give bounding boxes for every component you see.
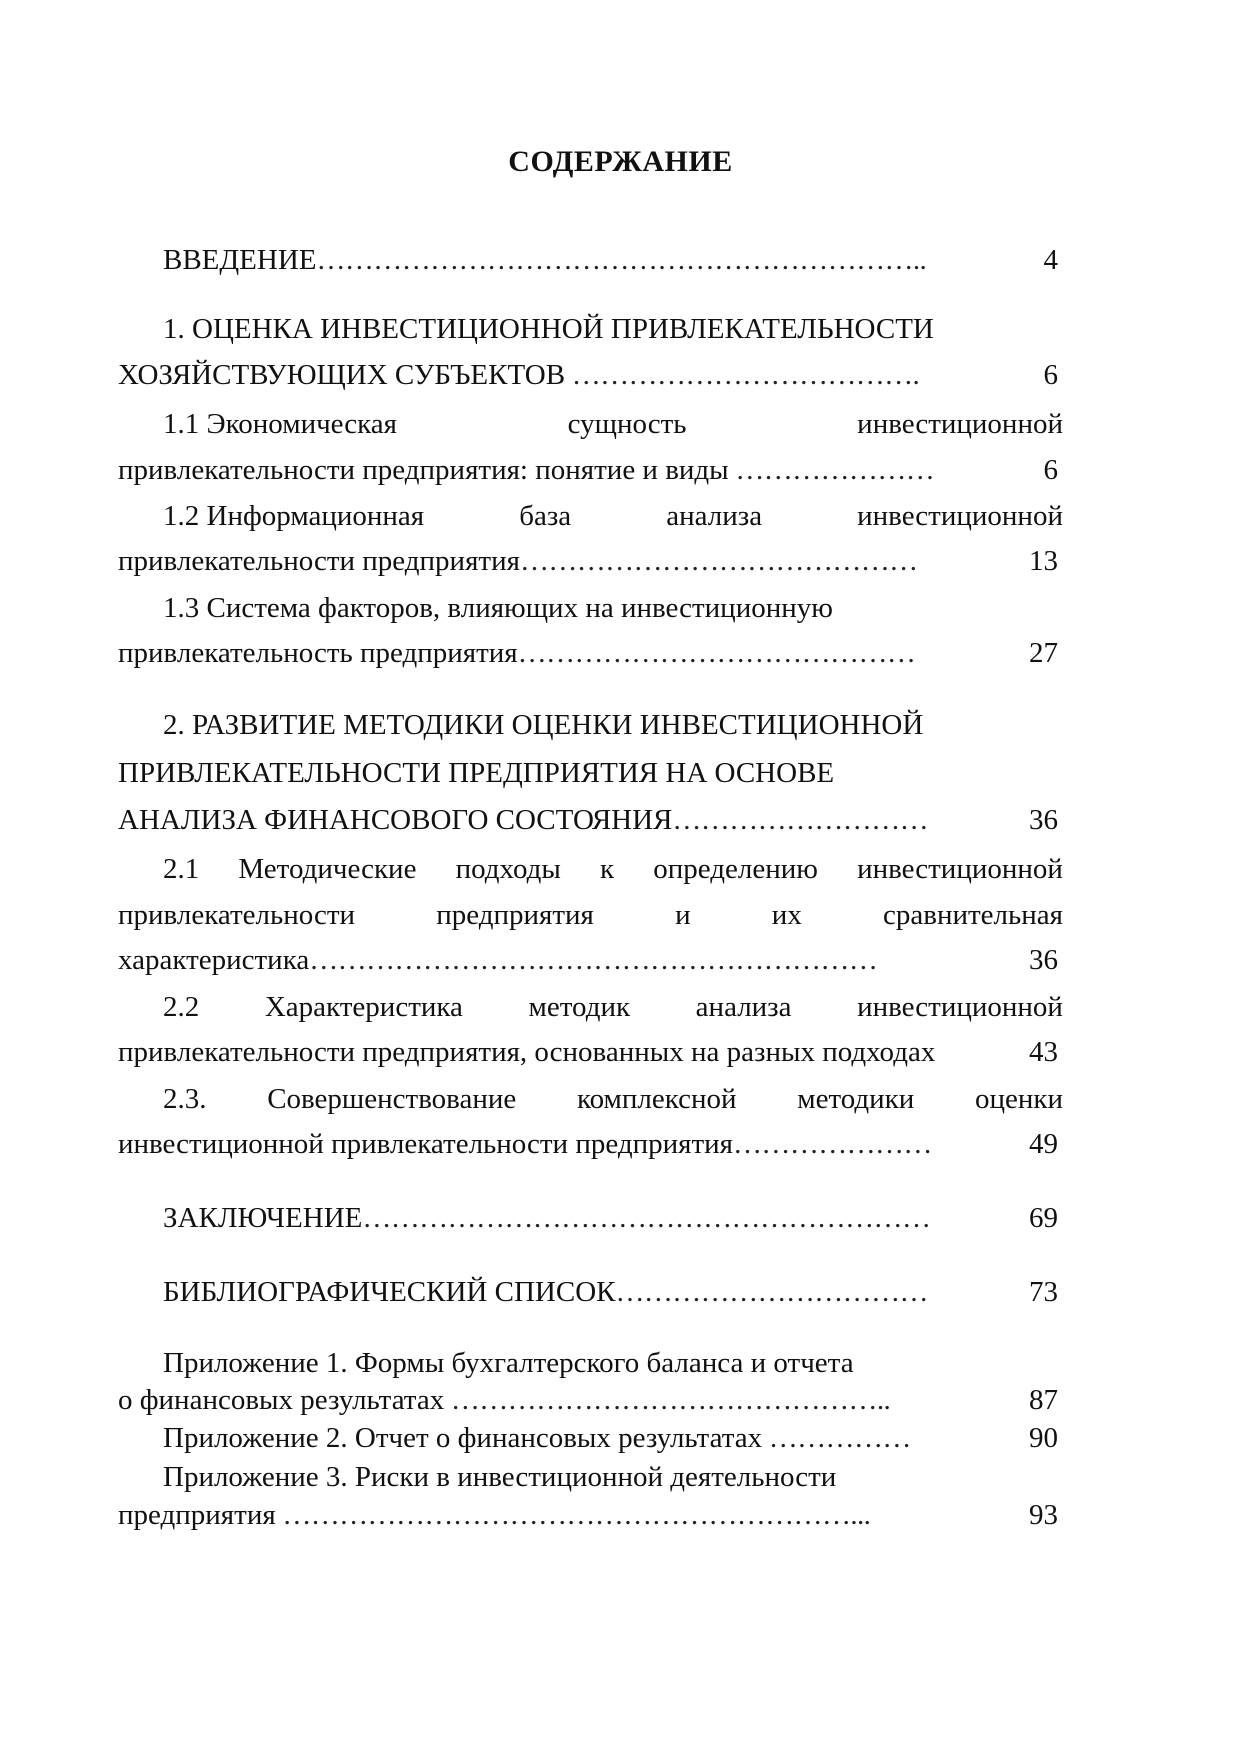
toc-entry-2-3-line-2	[118, 1122, 1058, 1166]
toc-dots: ………………………	[672, 804, 929, 836]
toc-entry-chapter-1-line-2	[118, 353, 1058, 397]
toc-text: ХОЗЯЙСТВУЮЩИХ СУБЪЕКТОВ	[118, 359, 566, 391]
toc-entry-2-2-line-1	[118, 985, 1063, 1029]
toc-entry-1-3-line-1	[118, 586, 1058, 630]
toc-text: привлекательности предприятия	[118, 545, 520, 577]
toc-entry-bibliography	[118, 1270, 1058, 1314]
toc-entry-1-2-line-2	[118, 539, 1058, 583]
toc-text: ПРИВЛЕКАТЕЛЬНОСТИ ПРЕДПРИЯТИЯ НА ОСНОВЕ	[118, 757, 835, 789]
toc-word: подходы	[455, 853, 561, 885]
toc-word: оценки	[974, 1083, 1063, 1115]
toc-dots: ……………………………………	[519, 545, 918, 577]
toc-dots: ……………………………………	[517, 637, 916, 669]
toc-text: БИБЛИОГРАФИЧЕСКИЙ СПИСОК	[163, 1276, 616, 1308]
toc-word: методик	[528, 991, 631, 1023]
toc-dots: …………………	[728, 454, 935, 486]
toc-word: предприятия	[436, 899, 594, 931]
toc-entry-2-1-line-2	[118, 893, 1063, 937]
toc-word: база	[519, 500, 572, 532]
toc-word: анализа	[695, 991, 792, 1023]
toc-page-number: 73	[1029, 1276, 1058, 1308]
toc-word: анализа	[666, 500, 763, 532]
toc-word: инвестиционной	[857, 853, 1063, 885]
toc-entry-2-1-line-3	[118, 938, 1058, 982]
toc-text: Приложение 1. Формы бухгалтерского баланса и отчета	[163, 1347, 854, 1379]
toc-page-number: 27	[1029, 637, 1058, 669]
toc-word: комплексной	[576, 1083, 737, 1115]
toc-text: характеристика	[118, 944, 310, 976]
toc-entry-2-2-line-2	[118, 1030, 1058, 1074]
toc-entry-chapter-2-line-2	[118, 751, 1058, 795]
toc-page-number: 49	[1029, 1128, 1058, 1160]
toc-entry-appendix-3-line-2	[118, 1493, 1058, 1537]
toc-word: 2.1	[163, 853, 200, 885]
page-title: СОДЕРЖАНИЕ	[508, 145, 733, 178]
toc-word: сравнительная	[883, 899, 1063, 931]
toc-word: 1.2 Информационная	[163, 500, 425, 532]
toc-text: привлекательности предприятия: понятие и виды	[118, 454, 729, 486]
toc-entry-conclusion	[118, 1196, 1058, 1240]
toc-word: 1.1 Экономическая	[163, 408, 398, 440]
toc-word: привлекательности	[118, 899, 356, 931]
toc-word: методики	[797, 1083, 915, 1115]
toc-page-number: 93	[1029, 1499, 1058, 1531]
toc-dots: ……………………………………………………	[309, 944, 878, 976]
toc-text: Приложение 2. Отчет о финансовых результатах	[163, 1422, 763, 1454]
toc-text: привлекательность предприятия	[118, 637, 518, 669]
toc-text: предприятия	[118, 1499, 276, 1531]
toc-entry-intro	[118, 238, 1058, 282]
toc-word: инвестиционной	[857, 991, 1063, 1023]
toc-word: определению	[653, 853, 818, 885]
toc-text: ЗАКЛЮЧЕНИЕ	[163, 1202, 363, 1234]
toc-entry-1-2-line-1	[118, 494, 1063, 538]
toc-page-number: 6	[1043, 454, 1058, 486]
toc-page-number: 6	[1043, 359, 1058, 391]
toc-page-number: 13	[1029, 545, 1058, 577]
toc-page-number: 4	[1043, 244, 1058, 276]
toc-dots: …………………	[733, 1128, 932, 1160]
toc-word: и	[675, 899, 691, 931]
toc-entry-chapter-2-line-1	[118, 703, 1058, 747]
toc-entry-chapter-1-line-1	[118, 307, 1058, 351]
toc-entry-1-3-line-2	[118, 631, 1058, 675]
toc-word: их	[771, 899, 802, 931]
toc-word: инвестиционной	[857, 500, 1063, 532]
toc-word: инвестиционной	[857, 408, 1063, 440]
toc-word: Характеристика	[264, 991, 463, 1023]
toc-dots: ……………………………	[615, 1276, 928, 1308]
toc-entry-appendix-2	[118, 1416, 1058, 1460]
toc-text: Приложение 3. Риски в инвестиционной деятельности	[163, 1461, 837, 1493]
toc-word: Методические	[238, 853, 417, 885]
toc-word: к	[600, 853, 615, 885]
toc-word: Совершенствование	[267, 1083, 517, 1115]
toc-text: 1.3 Система факторов, влияющих на инвестиционную	[163, 592, 833, 624]
toc-text: ВВЕДЕНИЕ	[163, 244, 317, 276]
toc-dots: ……………………………….	[565, 359, 920, 391]
toc-entry-2-3-line-1	[118, 1077, 1063, 1121]
toc-text: привлекательности предприятия, основанных на разных подходах	[118, 1036, 936, 1068]
toc-page-number: 43	[1029, 1036, 1058, 1068]
toc-entry-2-1-line-1	[118, 847, 1063, 891]
toc-entry-1-1-line-2	[118, 448, 1058, 492]
toc-dots: ……………………………………………………...	[275, 1499, 871, 1531]
toc-entry-chapter-2-line-3	[118, 798, 1058, 842]
toc-dots: ………………………………………………………..	[316, 244, 927, 276]
toc-text: инвестиционной привлекательности предприятия	[118, 1128, 734, 1160]
toc-word: сущность	[567, 408, 687, 440]
toc-text: 1. ОЦЕНКА ИНВЕСТИЦИОННОЙ ПРИВЛЕКАТЕЛЬНОСТИ	[163, 313, 934, 345]
toc-text: 2. РАЗВИТИЕ МЕТОДИКИ ОЦЕНКИ ИНВЕСТИЦИОННОЙ	[163, 709, 924, 741]
toc-dots: ………………………………………..	[444, 1384, 891, 1416]
toc-word: 2.2	[163, 991, 200, 1023]
toc-entry-1-1-line-1	[118, 402, 1063, 446]
toc-dots: ……………………………………………………	[362, 1202, 931, 1234]
toc-page-number: 36	[1029, 944, 1058, 976]
toc-page-number: 69	[1029, 1202, 1058, 1234]
toc-text: АНАЛИЗА ФИНАНСОВОГО СОСТОЯНИЯ	[118, 804, 673, 836]
toc-dots: ……………	[762, 1422, 911, 1454]
toc-page-number: 36	[1029, 804, 1058, 836]
toc-page-number: 90	[1029, 1422, 1058, 1454]
toc-word: 2.3.	[163, 1083, 207, 1115]
toc-text: о финансовых результатах	[118, 1384, 445, 1416]
toc-page-number: 87	[1029, 1384, 1058, 1416]
